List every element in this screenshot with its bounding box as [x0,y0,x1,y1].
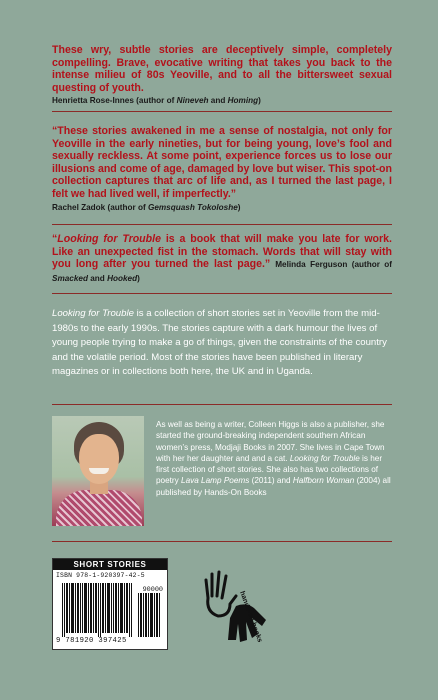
category-label: SHORT STORIES [53,559,167,570]
hands-icon [200,562,270,642]
quote-zadok [52,125,392,213]
quote-attribution: Henrietta Rose-Innes (author of Nineveh and Homing) [52,96,261,106]
author-bio: As well as being a writer, Colleen Higgs is also a publisher, she started the ground-breaking independent southern African women’s press, Modjaji Books in 2007. She lives in Cape Town with her her daughter and and a cat. Looking for Trouble is her first collection of short stories. She also has two collections of poetry Lava Lamp Poems (2011) and Halfborn Woman (2004) all published by Hands-On Books [156,420,391,497]
addon-number: 90000 [142,586,163,594]
publisher-logo [200,562,270,642]
logo-text: hands-on books [238,590,264,642]
divider [52,404,392,405]
book-summary: Looking for Trouble is a collection of short stories set in Yeoville from the mid-1980s to the early 1990s. The stories capture with a dark humour the lives of young people trying to make a go of things, given the constraints of the country and the volatile period. Most of the stories have been published in literary magazines or in collections both here, the UK and in Uganda. [52,308,387,378]
quote-attribution: Rachel Zadok (author of Gemsquash Tokoloshe) [52,202,241,212]
isbn-text: ISBN 978-1-920397-42-5 [56,572,145,579]
divider [52,111,392,112]
quote-ferguson [52,233,392,285]
quote-text: These wry, subtle stories are deceptively simple, completely compelling. Brave, evocative writing that takes you back to the intense milieu of 80s Yeoville, and to all the bittersweet sexual questing of youth. [52,44,392,94]
ean-number: 9 781920 397425 [56,637,127,645]
author-photo [52,416,144,526]
quote-text: “Looking for Trouble is a book that will make you late for work. Like an unexpected fist in the stomach. Words that will stay with you long after you turned the last page.” Melinda Ferguson (author of Smacked and Hooked) [52,233,392,283]
divider [52,293,392,294]
barcode-panel [52,558,168,650]
quote-text: “These stories awakened in me a sense of nostalgia, not only for Yeoville in the early nineties, but for being young, love’s fool and sexually reckless. At some point, experience forces us to lose our illusions and come of age, damaged by love but wiser. This spot-on collection captures that arc of life and, as I turned the last page, I felt we had lived well, if imperfectly.” [52,125,392,200]
quote-attribution: Melinda Ferguson (author of Smacked and Hooked) [52,260,392,283]
quote-rose-innes [52,44,392,106]
divider [52,224,392,225]
divider [52,541,392,542]
